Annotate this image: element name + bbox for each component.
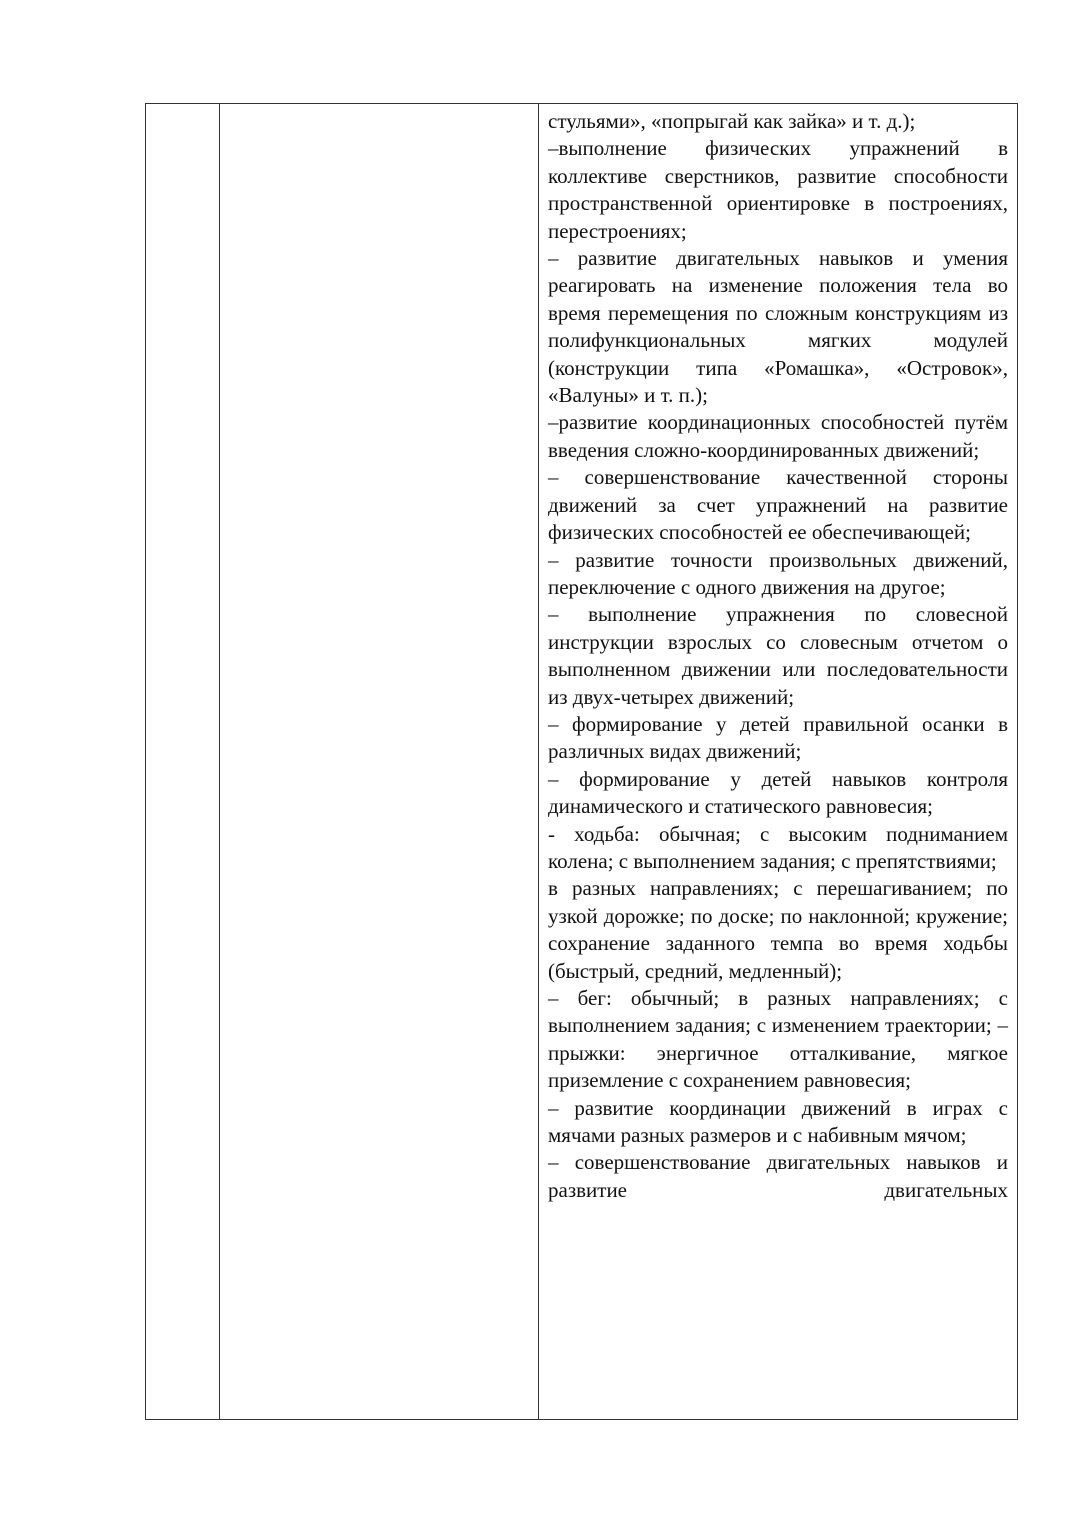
- table-cell-content: [539, 104, 1017, 1419]
- table-cell-topic: [220, 104, 539, 1419]
- paragraph: – формирование у детей правильной осанки в различных видах движений;: [548, 711, 1008, 764]
- paragraph: - ходьба: обычная; с высоким подниманием колена; с выполнением задания; с препятствиями;: [548, 821, 1008, 873]
- paragraph: – совершенствование двигательных навыков и развитие двигательных: [548, 1150, 1008, 1202]
- paragraph: – бег: обычный; в разных направлениях; с выполнением задания; с изменением траектории; – прыжки: энергичное отталкивание, мягкое приземление с сохранением равновесия;: [548, 986, 1008, 1093]
- paragraph: – совершенствование качественной стороны движений за счет упражнений на развитие физических способностей ее обеспечивающей;: [548, 465, 1008, 545]
- paragraph: –развитие координационных способностей путём введения сложно-координированных движений;: [548, 410, 1008, 462]
- paragraph: –выполнение физических упражнений в коллективе сверстников, развитие способности пространственной ориентировке в построениях, перестроениях;: [548, 136, 1008, 243]
- paragraph: – формирование у детей навыков контроля динамического и статического равновесия;: [548, 766, 1008, 819]
- paragraph: – развитие точности произвольных движений, переключение с одного движения на другое;: [548, 547, 1008, 599]
- paragraph: – развитие двигательных навыков и умения реагировать на изменение положения тела во время перемещения по сложным конструкциям из полифункциональных мягких модулей (конструкции типа «Ромашка», «Островок», «Валуны» и т. п.);: [548, 246, 1008, 408]
- content-table: [145, 103, 1018, 1420]
- paragraph: – развитие координации движений в играх с мячами разных размеров и с набивным мячом;: [548, 1095, 1008, 1148]
- paragraph: стульями», «попрыгай как зайка» и т. д.);: [548, 109, 916, 133]
- paragraph: в разных направлениях; с перешагиванием; по узкой дорожке; по доске; по наклонной; кружение; сохранение заданного темпа во время ходьбы (быстрый, средний, медленный);: [548, 876, 1008, 983]
- paragraph: – выполнение упражнения по словесной инструкции взрослых со словесным отчетом о выполненном движении или последовательности из двух-четырех движений;: [548, 602, 1008, 709]
- table-cell-number: [146, 104, 220, 1419]
